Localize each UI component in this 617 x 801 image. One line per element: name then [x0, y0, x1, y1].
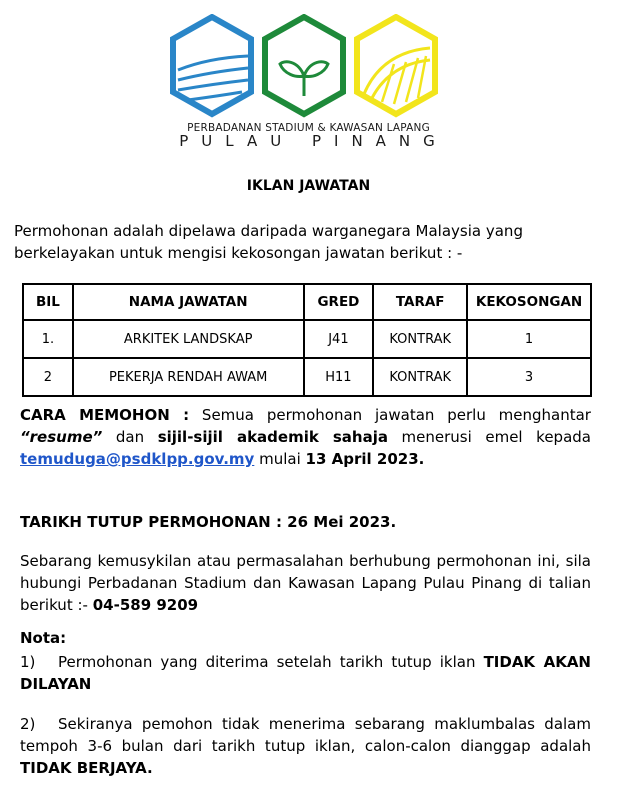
- enquiry-text: Sebarang kemusykilan atau permasalahan berhubung permohonan ini, sila hubungi Perbadanan Stadium dan Kawasan Lapang Pulau Pinang di talian berikut :-: [20, 552, 591, 614]
- phone-number: 04-589 9209: [92, 596, 199, 614]
- nota-item-1-text: Permohonan yang diterima setelah tarikh tutup iklan: [58, 653, 476, 671]
- cara-label: CARA MEMOHON :: [20, 406, 190, 424]
- org-name-line2: PULAU PINANG: [179, 132, 448, 150]
- organization-logo: [168, 14, 440, 120]
- resume-term: “resume”: [20, 428, 103, 446]
- nota-item-2: [20, 713, 591, 779]
- enquiry-paragraph: [20, 550, 591, 616]
- cell-gred: H11: [304, 358, 374, 396]
- cell-kekosongan: 1: [467, 320, 591, 358]
- table-header-row: [23, 284, 591, 320]
- nota-title: Nota:: [20, 629, 67, 647]
- email-link[interactable]: temuduga@psdklpp.gov.my: [20, 450, 255, 468]
- sijil-term: sijil-sijil akademik sahaja: [157, 428, 388, 446]
- nota-item-1-number: 1): [20, 653, 36, 671]
- intro-paragraph: Permohonan adalah dipelawa daripada warganegara Malaysia yang berkelayakan untuk mengisi kekosongan jawatan berikut : -: [14, 222, 523, 262]
- col-nama-jawatan: NAMA JAWATAN: [73, 284, 304, 320]
- cell-gred: J41: [304, 320, 374, 358]
- nota-item-2-bold: TIDAK BERJAYA.: [20, 759, 153, 777]
- col-gred: GRED: [304, 284, 374, 320]
- cell-taraf: KONTRAK: [373, 320, 467, 358]
- cara-text4: mulai: [259, 450, 301, 468]
- cell-bil: 2: [23, 358, 73, 396]
- stadium-field-icon: [173, 17, 251, 114]
- nota-item-1: [20, 651, 591, 695]
- cell-taraf: KONTRAK: [373, 358, 467, 396]
- closing-date: TARIKH TUTUP PERMOHONAN : 26 Mei 2023.: [20, 513, 397, 531]
- cell-nama-jawatan: PEKERJA RENDAH AWAM: [73, 358, 304, 396]
- nota-item-2-text: Sekiranya pemohon tidak menerima sebarang maklumbalas dalam tempoh 3-6 bulan dari tarikh tutup iklan, calon-calon dianggap adalah: [20, 715, 591, 755]
- cell-nama-jawatan: ARKITEK LANDSKAP: [73, 320, 304, 358]
- cell-kekosongan: 3: [467, 358, 591, 396]
- nota-item-1-bold: TIDAK AKAN DILAYAN: [20, 653, 591, 693]
- table-row: [23, 320, 591, 358]
- nota-item-2-number: 2): [20, 715, 36, 733]
- stadium-roof-icon: [357, 17, 435, 114]
- sprout-icon: [265, 17, 343, 114]
- start-date: 13 April 2023.: [305, 450, 425, 468]
- cara-text2: dan: [115, 428, 145, 446]
- cara-text1: Semua permohonan jawatan perlu menghantar: [201, 406, 591, 424]
- cara-text3: menerusi emel kepada: [401, 428, 591, 446]
- application-method: [20, 404, 591, 470]
- col-taraf: TARAF: [373, 284, 467, 320]
- table-row: [23, 358, 591, 396]
- cell-bil: 1.: [23, 320, 73, 358]
- col-bil: BIL: [23, 284, 73, 320]
- vacancy-table: [22, 283, 592, 397]
- page-title: IKLAN JAWATAN: [246, 178, 371, 194]
- org-name-line1: PERBADANAN STADIUM & KAWASAN LAPANG: [187, 122, 430, 134]
- col-kekosongan: KEKOSONGAN: [467, 284, 591, 320]
